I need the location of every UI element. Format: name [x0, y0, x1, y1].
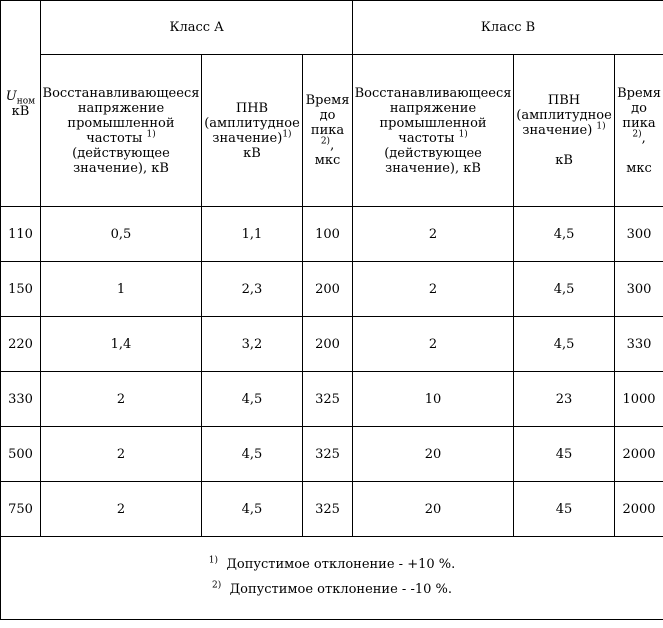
unom-cell: 110: [1, 207, 41, 262]
class-a-peak-time-header: Время до пика $^{2)}$, мкс: [303, 55, 353, 207]
class-a-peak-time-cell: 200: [303, 262, 353, 317]
class-a-header: Класс A: [41, 1, 353, 55]
unom-cell: 500: [1, 427, 41, 482]
table-row: [1, 317, 663, 372]
class-a-peak-time-cell: 325: [303, 372, 353, 427]
table-row: [1, 427, 663, 482]
unom-cell: 750: [1, 482, 41, 537]
class-b-recovery-voltage-header: Восстанавливающееся напряжение промышленной частоты $^{1)}$ (действующее значение), кВ: [353, 55, 514, 207]
class-b-pvn-cell: 45: [514, 482, 615, 537]
class-a-peak-time-cell: 325: [303, 482, 353, 537]
unom-unit: кВ: [11, 103, 30, 119]
footnotes-cell: [1, 537, 663, 620]
class-a-pnv-header: ПНВ (амплитудное значение)$^{1)}$ кВ: [202, 55, 303, 207]
class-b-peak-time-cell: 330: [615, 317, 663, 372]
unom-cell: 330: [1, 372, 41, 427]
class-a-pnv-cell: 4,5: [202, 372, 303, 427]
class-a-pnv-cell: 2,3: [202, 262, 303, 317]
class-a-pnv-cell: 3,2: [202, 317, 303, 372]
class-b-peak-time-cell: 1000: [615, 372, 663, 427]
class-a-pnv-cell: 1,1: [202, 207, 303, 262]
table-row: [1, 262, 663, 317]
class-a-recovery-voltage-cell: 2: [41, 427, 202, 482]
unom-cell: 220: [1, 317, 41, 372]
class-a-pnv-cell: 4,5: [202, 482, 303, 537]
class-header-row: [1, 1, 663, 55]
footnote-1: $^{1)}$ Допустимое отклонение - +10 %.: [208, 555, 456, 572]
class-b-header: Класс B: [353, 1, 663, 55]
class-a-peak-time-cell: 100: [303, 207, 353, 262]
class-b-recovery-voltage-cell: 20: [353, 427, 514, 482]
table-row: [1, 207, 663, 262]
class-b-pvn-header: ПВН (амплитудное значение) $^{1)}$ кВ: [514, 55, 615, 207]
unom-symbol: U: [5, 88, 17, 104]
class-b-peak-time-cell: 2000: [615, 427, 663, 482]
class-a-peak-time-cell: 325: [303, 427, 353, 482]
class-b-peak-time-cell: 300: [615, 262, 663, 317]
unom-cell: 150: [1, 262, 41, 317]
class-b-peak-time-header: Время до пика $^{2)}$, мкс: [615, 55, 663, 207]
class-a-pnv-cell: 4,5: [202, 427, 303, 482]
class-b-peak-time-cell: 300: [615, 207, 663, 262]
class-b-pvn-cell: 45: [514, 427, 615, 482]
class-a-recovery-voltage-cell: 1,4: [41, 317, 202, 372]
footnotes-row: [1, 537, 663, 620]
class-a-recovery-voltage-cell: 2: [41, 372, 202, 427]
class-b-pvn-cell: 23: [514, 372, 615, 427]
class-b-pvn-cell: 4,5: [514, 262, 615, 317]
class-a-recovery-voltage-cell: 1: [41, 262, 202, 317]
class-b-pvn-cell: 4,5: [514, 207, 615, 262]
class-a-recovery-voltage-cell: 0,5: [41, 207, 202, 262]
column-header-row: [1, 55, 663, 207]
unom-subscript: ном: [16, 96, 36, 107]
class-a-peak-time-cell: 200: [303, 317, 353, 372]
unom-header-cell: [1, 1, 41, 207]
class-a-recovery-voltage-header: Восстанавливающееся напряжение промышленной частоты $^{1)}$ (действующее значение), кВ: [41, 55, 202, 207]
table-row: [1, 482, 663, 537]
footnote-2: $^{2)}$ Допустимое отклонение - -10 %.: [212, 580, 452, 597]
table-row: [1, 372, 663, 427]
class-b-pvn-cell: 4,5: [514, 317, 615, 372]
class-b-recovery-voltage-cell: 20: [353, 482, 514, 537]
class-b-peak-time-cell: 2000: [615, 482, 663, 537]
class-b-recovery-voltage-cell: 10: [353, 372, 514, 427]
class-b-recovery-voltage-cell: 2: [353, 262, 514, 317]
class-a-recovery-voltage-cell: 2: [41, 482, 202, 537]
class-b-recovery-voltage-cell: 2: [353, 317, 514, 372]
class-b-recovery-voltage-cell: 2: [353, 207, 514, 262]
